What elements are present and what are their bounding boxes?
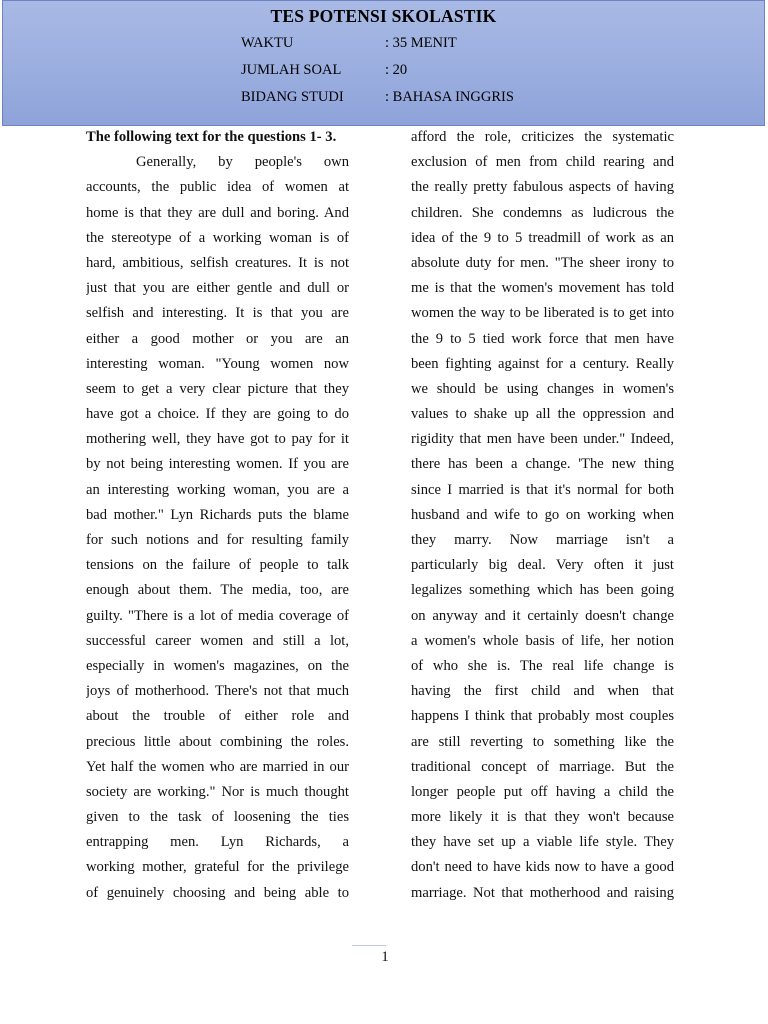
text-line: interesting woman. "Young women now bbox=[86, 355, 349, 372]
passage-heading: The following text for the questions 1- 3. bbox=[86, 129, 337, 145]
text-line: bad mother." Lyn Richards puts the blame bbox=[86, 506, 349, 523]
text-line: husband and wife to go on working when bbox=[411, 506, 674, 523]
text-line: guilty. "There is a lot of media coverage of bbox=[86, 607, 349, 624]
text-line: longer people put off having a child the bbox=[411, 783, 674, 800]
text-line: rigidity that men have been under." Indeed, bbox=[411, 431, 674, 448]
header-value-time: : 35 MENIT bbox=[385, 35, 457, 51]
text-line: an interesting working woman, you are a bbox=[86, 481, 349, 498]
text-line: idea of the 9 to 5 treadmill of work as an bbox=[411, 229, 674, 246]
exam-header bbox=[2, 0, 765, 126]
text-line: they marry. Now marriage isn't a bbox=[411, 532, 674, 548]
left-text-column bbox=[86, 125, 349, 906]
text-line: precious little about combining the roles. bbox=[86, 733, 349, 750]
text-line: especially in women's magazines, on the bbox=[86, 657, 349, 674]
text-line: the 9 to 5 tied work force that men have bbox=[411, 330, 674, 347]
text-line: traditional concept of marriage. But the bbox=[411, 758, 674, 775]
header-label-subject: BIDANG STUDI bbox=[241, 89, 344, 105]
text-line: Yet half the women who are married in our bbox=[86, 758, 349, 775]
text-line: afford the role, criticizes the systematic bbox=[411, 129, 674, 145]
text-line: of who she is. The real life change is bbox=[411, 657, 674, 674]
text-line: a women's whole basis of life, her notion bbox=[411, 632, 674, 649]
text-line: there has been a change. 'The new thing bbox=[411, 456, 674, 473]
text-line: particularly big deal. Very often it just bbox=[411, 557, 674, 574]
text-line: we should be using changes in women's bbox=[411, 380, 674, 397]
header-value-question-count: : 20 bbox=[385, 62, 408, 78]
right-text-column bbox=[411, 125, 674, 906]
text-line: are still reverting to something like the bbox=[411, 733, 674, 750]
text-line: marriage. Not that motherhood and raising bbox=[411, 884, 674, 901]
text-line: more likely it is that they won't because bbox=[411, 809, 674, 826]
text-line: joys of motherhood. There's not that much bbox=[86, 683, 349, 700]
text-line: for such notions and for resulting family bbox=[86, 532, 349, 548]
text-line: exclusion of men from child rearing and bbox=[411, 154, 674, 171]
text-line: have got a choice. If they are going to do bbox=[86, 406, 349, 423]
exam-title: TES POTENSI SKOLASTIK bbox=[270, 6, 497, 26]
text-line: the stereotype of a working woman is of bbox=[86, 229, 349, 246]
text-line: legalizes something which has been going bbox=[411, 582, 674, 599]
footer-divider bbox=[352, 945, 386, 946]
text-line: accounts, the public idea of women at bbox=[86, 179, 349, 196]
text-line: of genuinely choosing and being able to bbox=[86, 884, 349, 901]
text-line: by not being interesting women. If you are bbox=[86, 456, 349, 473]
text-line: successful career women and still a lot, bbox=[86, 632, 349, 649]
text-line: absolute duty for men. "The sheer irony to bbox=[411, 254, 674, 271]
text-line: happens I think that probably most couples bbox=[411, 708, 674, 725]
text-line: women the way to be liberated is to get into bbox=[411, 305, 674, 322]
page-number: 1 bbox=[381, 949, 389, 965]
text-line: values to shake up all the oppression and bbox=[411, 406, 674, 423]
text-line: mothering well, they have got to pay for it bbox=[86, 431, 349, 448]
text-line: been fighting against for a century. Really bbox=[411, 355, 674, 372]
text-line: since I married is that it's normal for both bbox=[411, 481, 674, 498]
text-line: don't need to have kids now to have a good bbox=[411, 859, 674, 876]
text-line: selfish and interesting. It is that you are bbox=[86, 305, 349, 322]
text-line: tensions on the failure of people to talk bbox=[86, 557, 349, 574]
text-line: seem to get a very clear picture that they bbox=[86, 380, 349, 397]
text-line: having the first child and when that bbox=[411, 683, 674, 700]
text-line: about the trouble of either role and bbox=[86, 708, 349, 725]
header-value-subject: : BAHASA INGGRIS bbox=[385, 89, 514, 105]
text-line: they have set up a viable life style. They bbox=[411, 834, 674, 851]
text-line: either a good mother or you are an bbox=[86, 330, 349, 347]
text-line: hard, ambitious, selfish creatures. It is not bbox=[86, 254, 349, 271]
header-label-question-count: JUMLAH SOAL bbox=[241, 62, 342, 78]
text-line: society are working." Nor is much thought bbox=[86, 783, 349, 800]
text-line: children. She condemns as ludicrous the bbox=[411, 204, 674, 221]
text-line: the really pretty fabulous aspects of having bbox=[411, 179, 674, 196]
text-line: entrapping men. Lyn Richards, a bbox=[86, 834, 349, 851]
text-line: working mother, grateful for the privilege bbox=[86, 859, 349, 876]
text-line: given to the task of loosening the ties bbox=[86, 809, 349, 826]
text-line: me is that the women's movement has told bbox=[411, 280, 674, 297]
header-label-time: WAKTU bbox=[241, 35, 294, 51]
text-line: home is that they are dull and boring. And bbox=[86, 204, 349, 221]
text-line: just that you are either gentle and dull or bbox=[86, 280, 349, 297]
text-line: enough about them. The media, too, are bbox=[86, 582, 349, 599]
text-line: on anyway and it certainly doesn't change bbox=[411, 607, 674, 624]
paragraph-start: Generally, by people's own bbox=[136, 154, 349, 171]
